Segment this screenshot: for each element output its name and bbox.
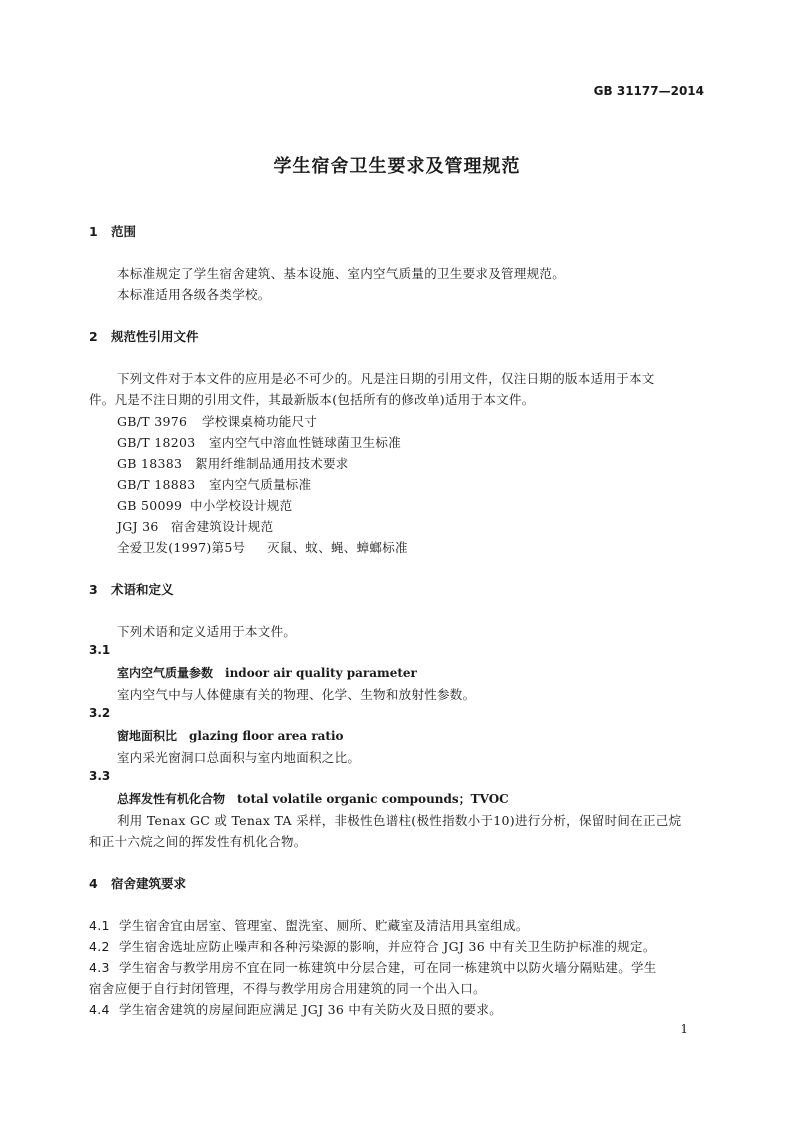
reference-name: 学校课桌椅功能尺寸 bbox=[202, 414, 318, 429]
term-definition: 室内空气中与人体健康有关的物理、化学、生物和放射性参数。 bbox=[117, 687, 476, 702]
section-number: 2 bbox=[89, 329, 98, 344]
clause-text: 学生宿舍选址应防止噪声和各种污染源的影响，并应符合 JGJ 36 中有关卫生防护标准的规定。 bbox=[119, 939, 656, 954]
standard-number: GB 31177—2014 bbox=[593, 84, 704, 98]
reference-name: 中小学校设计规范 bbox=[190, 498, 293, 513]
clause-item bbox=[89, 1000, 502, 1018]
reference-code: JGJ 36 bbox=[117, 519, 159, 534]
section-title: 术语和定义 bbox=[111, 582, 174, 597]
clause-text: 学生宿舍建筑的房屋间距应满足 JGJ 36 中有关防火及日照的要求。 bbox=[119, 1002, 503, 1017]
section-title: 宿舍建筑要求 bbox=[111, 876, 187, 891]
paragraph: 本标准规定了学生宿舍建筑、基本设施、室内空气质量的卫生要求及管理规范。 bbox=[117, 266, 566, 281]
term-zh: 室内空气质量参数 bbox=[117, 666, 214, 680]
reference-code: GB/T 18203 bbox=[117, 435, 196, 450]
paragraph: 下列文件对于本文件的应用是必不可少的。凡是注日期的引用文件，仅注日期的版本适用于本文 bbox=[117, 371, 655, 386]
term-number: 3.1 bbox=[89, 643, 111, 657]
term-en: glazing floor area ratio bbox=[189, 729, 344, 743]
clause-number: 4.3 bbox=[89, 960, 110, 975]
reference-code: GB/T 18883 bbox=[117, 477, 196, 492]
term-zh: 总挥发性有机化合物 bbox=[117, 792, 226, 806]
clause-number: 4.4 bbox=[89, 1002, 110, 1017]
clause-item bbox=[89, 916, 529, 934]
reference-item bbox=[117, 454, 349, 472]
reference-code: GB 50099 bbox=[117, 498, 183, 513]
reference-code: GB/T 3976 bbox=[117, 414, 188, 429]
reference-name: 灭鼠、蚊、蝇、蟑螂标准 bbox=[267, 540, 408, 555]
clause-item bbox=[89, 937, 656, 955]
clause-text: 学生宿舍与教学用房不宜在同一栋建筑中分层合建，可在同一栋建筑中以防火墙分隔贴建。学生 bbox=[119, 960, 657, 975]
term-heading bbox=[117, 664, 417, 681]
reference-name: 宿舍建筑设计规范 bbox=[171, 519, 274, 534]
reference-item bbox=[117, 412, 317, 430]
reference-name: 絮用纤维制品通用技术要求 bbox=[195, 456, 349, 471]
reference-item bbox=[117, 496, 292, 514]
clause-text: 学生宿舍宜由居室、管理室、盥洗室、厕所、贮藏室及清洁用具室组成。 bbox=[119, 918, 529, 933]
reference-item bbox=[117, 433, 401, 451]
term-definition: 和正十六烷之间的挥发性有机化合物。 bbox=[89, 834, 307, 849]
section-2-heading bbox=[89, 327, 199, 345]
paragraph: 下列术语和定义适用于本文件。 bbox=[117, 624, 297, 639]
term-number: 3.2 bbox=[89, 706, 111, 720]
term-heading bbox=[117, 790, 509, 807]
section-number: 4 bbox=[89, 876, 98, 891]
document-title: 学生宿舍卫生要求及管理规范 bbox=[273, 156, 521, 177]
section-number: 3 bbox=[89, 582, 98, 597]
clause-item bbox=[89, 958, 657, 976]
term-zh: 窗地面积比 bbox=[117, 729, 178, 743]
term-definition: 室内采光窗洞口总面积与室内地面积之比。 bbox=[117, 750, 361, 765]
section-title: 规范性引用文件 bbox=[111, 329, 199, 344]
clause-text-continued: 宿舍应便于自行封闭管理，不得与教学用房合用建筑的同一个出入口。 bbox=[89, 981, 486, 996]
term-heading bbox=[117, 727, 344, 744]
section-title: 范围 bbox=[111, 224, 137, 239]
term-en: indoor air quality parameter bbox=[225, 666, 417, 680]
term-en: total volatile organic compounds；TVOC bbox=[237, 792, 509, 806]
reference-name: 室内空气质量标准 bbox=[209, 477, 312, 492]
clause-number: 4.2 bbox=[89, 939, 110, 954]
reference-item bbox=[117, 538, 408, 556]
section-4-heading bbox=[89, 874, 186, 892]
section-3-heading bbox=[89, 580, 174, 598]
reference-code: GB 18383 bbox=[117, 456, 183, 471]
section-1-heading bbox=[89, 222, 136, 240]
term-number: 3.3 bbox=[89, 769, 111, 783]
reference-name: 室内空气中溶血性链球菌卫生标准 bbox=[209, 435, 402, 450]
page-number: 1 bbox=[680, 1022, 688, 1036]
reference-item bbox=[117, 475, 311, 493]
section-number: 1 bbox=[89, 224, 98, 239]
paragraph: 件。凡是不注日期的引用文件，其最新版本(包括所有的修改单)适用于本文件。 bbox=[89, 392, 535, 407]
reference-item bbox=[117, 517, 273, 535]
term-definition: 利用 Tenax GC 或 Tenax TA 采样，非极性色谱柱(极性指数小于10)进行分析，保留时间在正己烷 bbox=[117, 813, 682, 828]
paragraph: 本标准适用各级各类学校。 bbox=[117, 287, 271, 302]
reference-code: 全爱卫发(1997)第5号 bbox=[117, 540, 246, 555]
clause-number: 4.1 bbox=[89, 918, 110, 933]
